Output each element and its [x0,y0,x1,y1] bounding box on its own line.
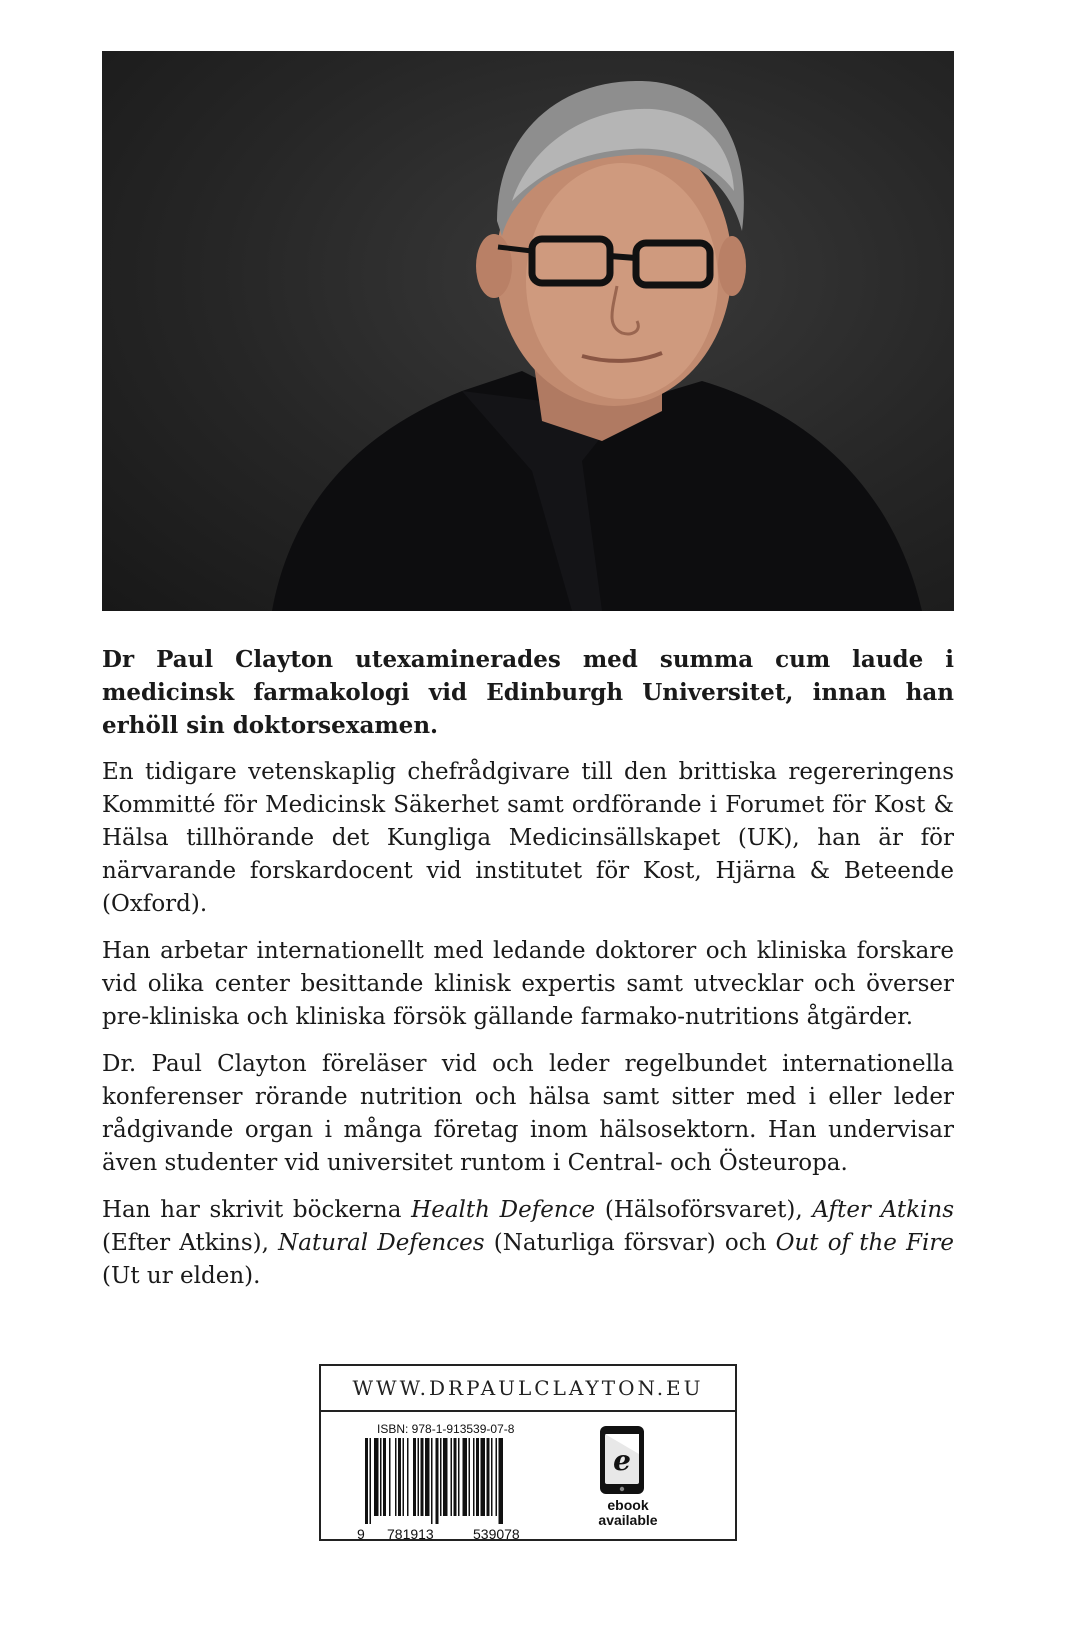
bio-paragraph-2: Han arbetar internationellt med ledande doktorer och kliniska forskare vid olika center besittande klinisk expertis samt utvecklar och överser pre-kliniska och kliniska försök gällande farmako-nutritions åtgärder. [102,938,954,1030]
barcode-bar [499,1438,504,1524]
barcode-bar [365,1438,368,1524]
bio-paragraph-3: Dr. Paul Clayton föreläser vid och leder regelbundet internationella konferenser rörande nutrition och hälsa samt sitter med i eller leder rådgivande organ i många företag inom hälsosektorn. Han undervisar även studenter vid universitet runtom i Central- och Östeuropa. [102,1051,954,1176]
barcode-bar [487,1438,490,1516]
barcode-bar [463,1438,468,1516]
portrait-illustration [102,51,954,611]
barcode-bar [418,1438,420,1516]
author-portrait-photo [102,51,954,611]
barcode-bar [458,1438,460,1516]
bio-lead-paragraph: Dr Paul Clayton utexaminerades med summa cum laude i medicinsk farmakologi vid Edinburgh Universitet, innan han erhöll sin doktorsexamen. [102,646,954,739]
barcode-bar [395,1438,397,1516]
barcode-digits-right: 539078 [473,1526,520,1542]
barcode-bar [389,1438,391,1516]
ebook-icon-letter: e [613,1444,631,1477]
barcode-bar [403,1438,405,1516]
barcode-bar [443,1438,448,1516]
isbn-number: ISBN: 978-1-913539-07-8 [377,1422,515,1436]
barcode-bar [383,1438,386,1516]
barcode-bar [476,1438,479,1516]
barcode-bar [436,1438,439,1524]
ebook-device-icon [596,1424,648,1496]
books-text-2: (Hälsoförsvaret), [595,1197,813,1223]
ebook-label-line1: ebook [607,1497,649,1513]
ebook-available-label [573,1498,683,1528]
barcode-bar [454,1438,457,1516]
bio-paragraph-books [102,1194,954,1293]
books-text-5: (Ut ur elden). [102,1263,261,1289]
book-title-natural-defences: Natural Defences [278,1230,485,1256]
barcode-bar [398,1438,401,1516]
barcode-bar [407,1438,409,1516]
author-bio [102,643,954,1307]
book-title-health-defence: Health Defence [411,1197,596,1223]
ebook-label-line2: available [598,1512,658,1528]
barcode-bar [473,1438,475,1516]
barcode-bar [440,1438,442,1516]
barcode-bar [451,1438,453,1516]
barcode-digits-left: 781913 [387,1526,434,1542]
barcode-bar [491,1438,493,1516]
website-url: WWW.DRPAULCLAYTON.EU [321,1366,735,1412]
barcode-bar [431,1438,433,1524]
books-text-3: (Efter Atkins), [102,1230,279,1256]
isbn-barcode [365,1438,555,1524]
barcode-bar [421,1438,424,1516]
barcode-bar [496,1438,498,1516]
barcode-bar [374,1438,379,1516]
books-text-4: (Naturliga försvar) och [484,1230,776,1256]
isbn-info-box [319,1364,737,1541]
barcode-bar [370,1438,372,1524]
barcode-bar [481,1438,486,1516]
barcode-bar [469,1438,471,1516]
barcode-bar [380,1438,382,1516]
barcode-digit-first: 9 [357,1526,365,1542]
book-title-after-atkins: After Atkins [812,1197,954,1223]
book-title-out-of-the-fire: Out of the Fire [775,1230,954,1256]
books-text-1: Han har skrivit böckerna [102,1197,412,1223]
barcode-bar [413,1438,416,1516]
bio-paragraph-1: En tidigare vetenskaplig chefrådgivare till den brittiska regereringens Kommitté för Medicinsk Säkerhet samt ordförande i Forumet för Kost & Hälsa tillhörande det Kungliga Medicinsällskapet (UK), han är för närvarande forskardocent vid institutet för Kost, Hjärna & Beteende (Oxford). [102,759,954,917]
barcode-bar [425,1438,430,1516]
